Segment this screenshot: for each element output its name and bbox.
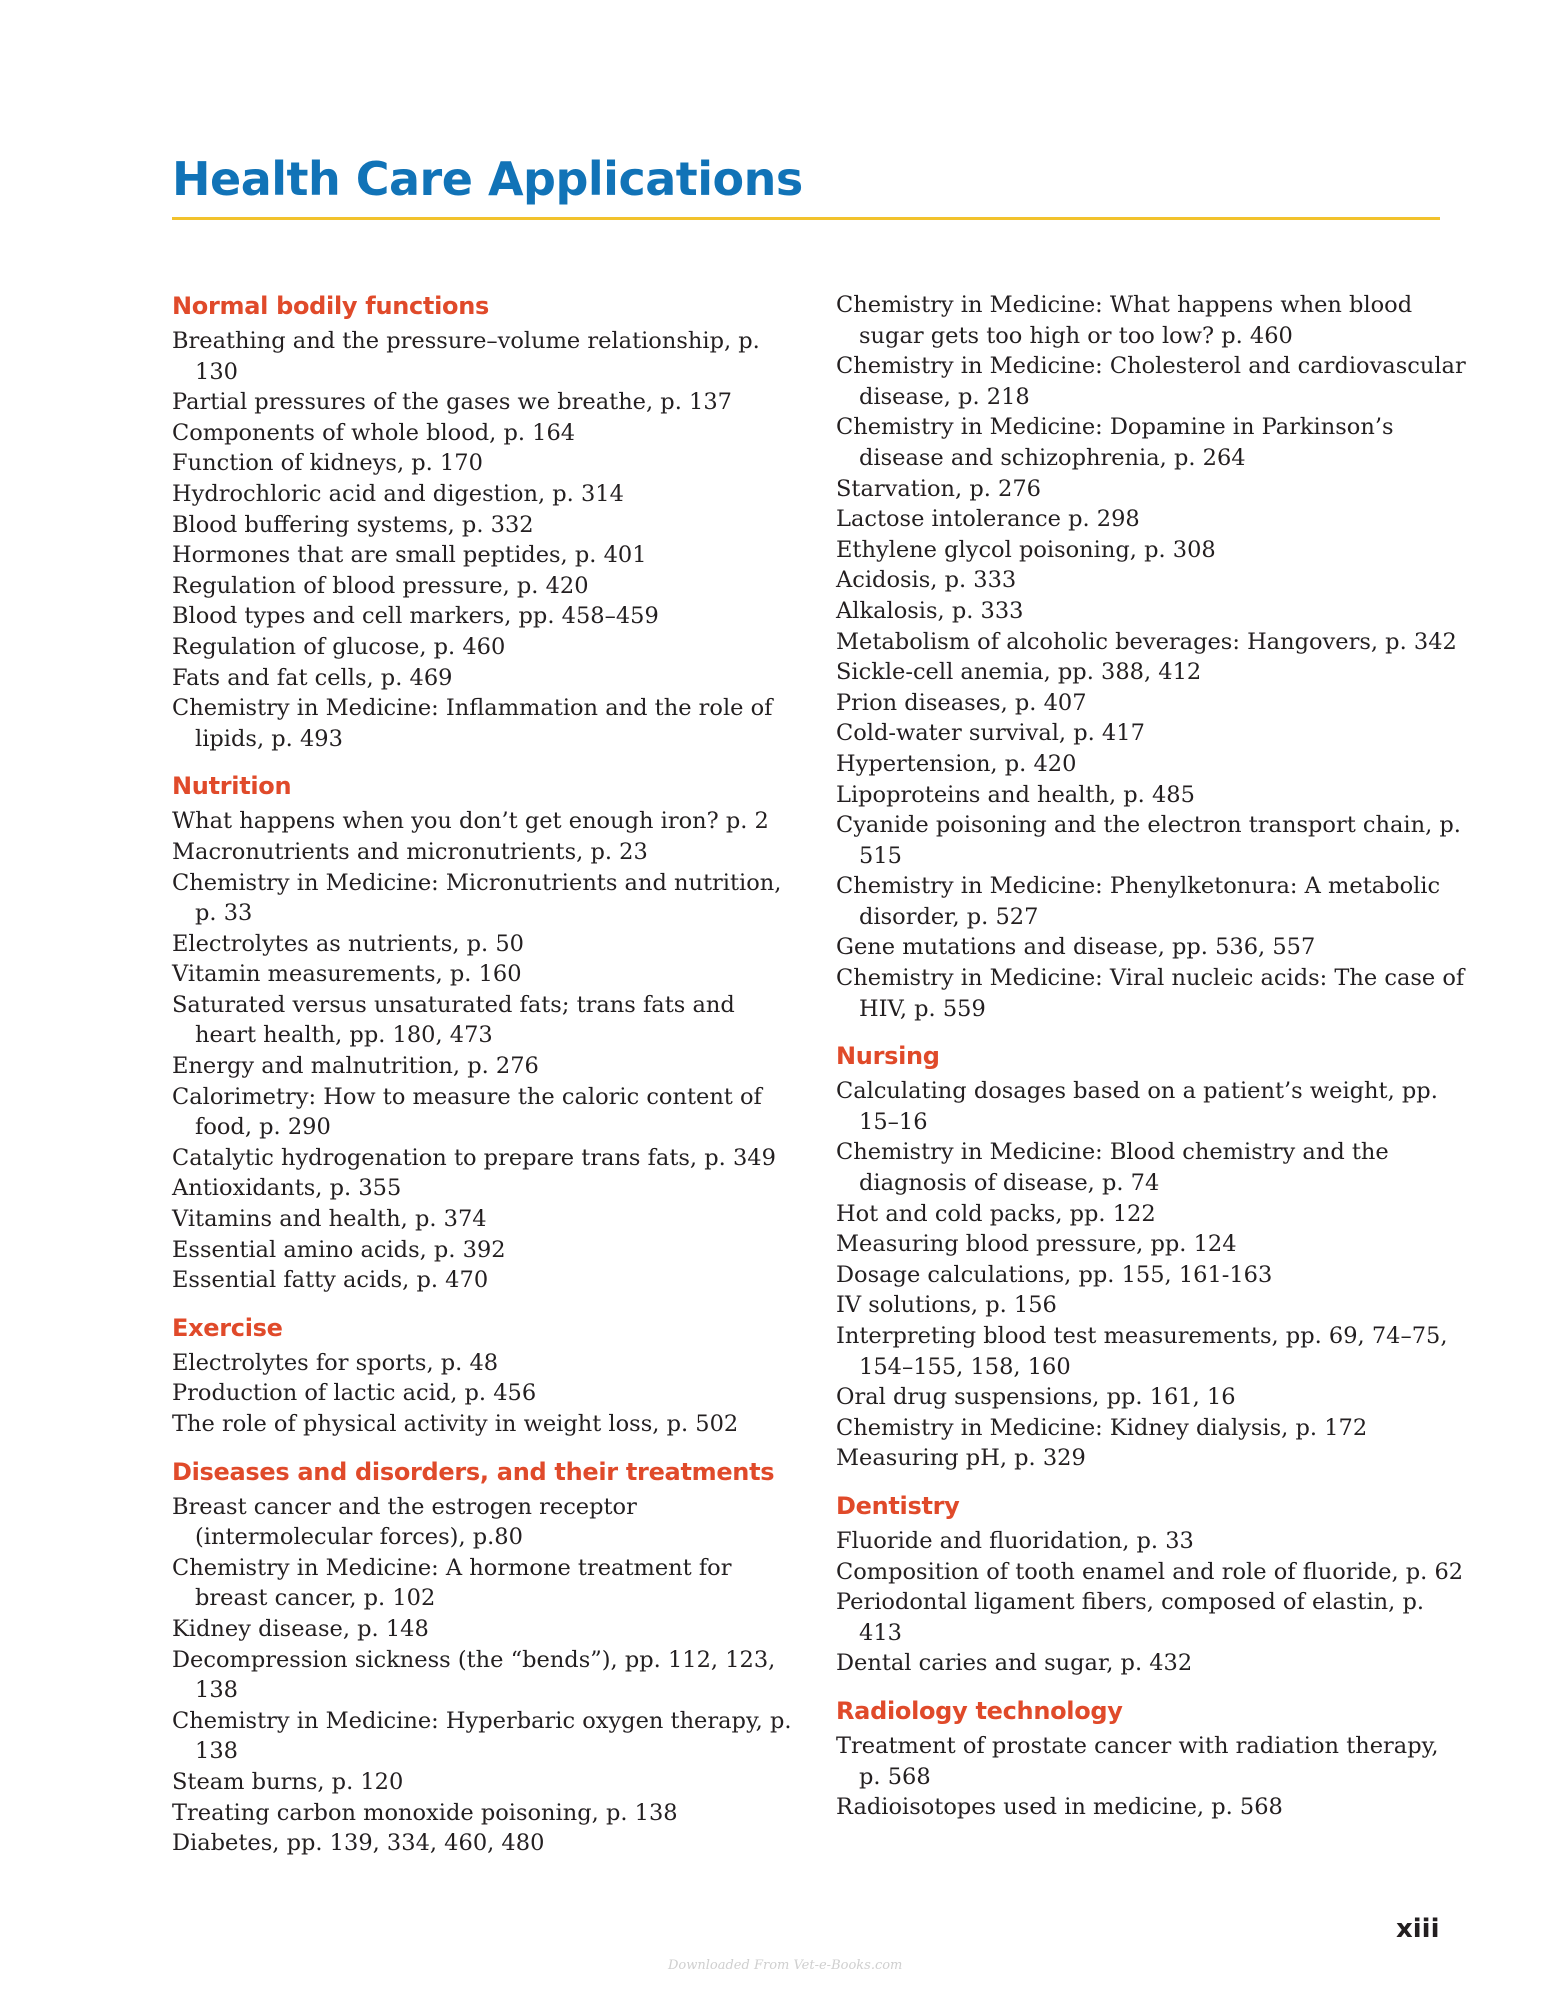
- index-entry: Hot and cold packs, pp. 122: [836, 1200, 1156, 1227]
- index-entry: Blood types and cell markers, pp. 458–459: [172, 603, 659, 630]
- index-section: [836, 1695, 1466, 1823]
- index-entry: Production of lactic acid, p. 456: [172, 1380, 537, 1407]
- watermark-text: Downloaded From Vet-e-Books.com: [668, 1958, 903, 1973]
- index-entry: Dosage calculations, pp. 155, 161-163: [836, 1261, 1273, 1288]
- index-entry: Decompression sickness (the “bends”), pp. 112, 123, 138: [172, 1646, 776, 1704]
- index-entry: Kidney disease, p. 148: [172, 1615, 429, 1642]
- index-entry: The role of physical activity in weight loss, p. 502: [172, 1411, 739, 1437]
- index-section: [172, 290, 802, 754]
- index-entry: Essential amino acids, p. 392: [172, 1236, 506, 1263]
- index-entry: Diabetes, pp. 139, 334, 460, 480: [172, 1830, 545, 1857]
- index-entry: Chemistry in Medicine: A hormone treatment for breast cancer, p. 102: [172, 1554, 732, 1612]
- index-entry: Calorimetry: How to measure the caloric content of food, p. 290: [172, 1083, 762, 1141]
- index-entry: Calculating dosages based on a patient’s weight, pp. 15–16: [836, 1078, 1438, 1135]
- index-entry: Chemistry in Medicine: Phenylketonura: A metabolic disorder, p. 527: [836, 873, 1441, 930]
- index-entry: Gene mutations and disease, pp. 536, 557: [836, 934, 1316, 961]
- index-entry: Antioxidants, p. 355: [172, 1175, 402, 1202]
- index-entry: Composition of tooth enamel and role of fluoride, p. 62: [836, 1558, 1464, 1585]
- index-section: [172, 1312, 802, 1440]
- index-entry: Chemistry in Medicine: Viral nucleic acids: The case of HIV, p. 559: [836, 965, 1465, 1022]
- entry-list: [836, 1076, 1466, 1474]
- index-entry: Chemistry in Medicine: Hyperbaric oxygen therapy, p. 138: [172, 1707, 792, 1765]
- section-heading: Dentistry: [836, 1491, 960, 1520]
- index-entry: Hydrochloric acid and digestion, p. 314: [172, 480, 624, 507]
- index-entry: Components of whole blood, p. 164: [172, 419, 576, 446]
- index-entry: Ethylene glycol poisoning, p. 308: [836, 536, 1216, 563]
- index-entry: Lactose intolerance p. 298: [836, 506, 1140, 533]
- index-entry: Partial pressures of the gases we breathe, p. 137: [172, 389, 732, 416]
- section-heading: Radiology technology: [836, 1696, 1123, 1725]
- index-entry: Chemistry in Medicine: Dopamine in Parkinson’s disease and schizophrenia, p. 264: [836, 414, 1394, 471]
- index-entry: Alkalosis, p. 333: [836, 597, 1024, 624]
- index-entry: Treatment of prostate cancer with radiation therapy, p. 568: [836, 1732, 1439, 1790]
- index-entry: Hormones that are small peptides, p. 401: [172, 542, 647, 569]
- index-entry: Dental caries and sugar, p. 432: [836, 1650, 1193, 1677]
- index-entry: Vitamins and health, p. 374: [172, 1206, 487, 1233]
- section-heading: Nursing: [836, 1042, 940, 1071]
- index-entry: Saturated versus unsaturated fats; trans fats and heart health, pp. 180, 473: [172, 991, 735, 1049]
- entry-list: [836, 1731, 1466, 1823]
- index-entry: Fluoride and fluoridation, p. 33: [836, 1527, 1194, 1554]
- index-entry: Oral drug suspensions, pp. 161, 16: [836, 1384, 1236, 1411]
- index-entry: Prion diseases, p. 407: [836, 689, 1087, 716]
- index-entry: Treating carbon monoxide poisoning, p. 138: [172, 1799, 678, 1826]
- index-entry: Hypertension, p. 420: [836, 750, 1077, 777]
- index-entry: Lipoproteins and health, p. 485: [836, 781, 1195, 808]
- index-entry: Electrolytes for sports, p. 48: [172, 1349, 499, 1376]
- index-entry: Cyanide poisoning and the electron transport chain, p. 515: [836, 812, 1461, 869]
- index-entry: Starvation, p. 276: [836, 475, 1041, 502]
- index-entry: Breast cancer and the estrogen receptor (intermolecular forces), p.80: [172, 1493, 637, 1551]
- index-section: [836, 290, 1466, 1024]
- section-heading: Normal bodily functions: [172, 292, 489, 320]
- index-entry: Regulation of glucose, p. 460: [172, 633, 506, 660]
- index-entry: Electrolytes as nutrients, p. 50: [172, 930, 524, 957]
- index-entry: Cold-water survival, p. 417: [836, 720, 1145, 747]
- index-entry: Chemistry in Medicine: Inflammation and the role of lipids, p. 493: [172, 695, 773, 752]
- index-entry: Catalytic hydrogenation to prepare trans fats, p. 349: [172, 1144, 776, 1171]
- index-entry: Vitamin measurements, p. 160: [172, 961, 522, 988]
- section-heading: Diseases and disorders, and their treatments: [172, 1457, 775, 1486]
- left-column: [172, 290, 802, 1875]
- entry-list: [172, 1492, 802, 1859]
- section-heading: Exercise: [172, 1313, 283, 1342]
- index-entry: Essential fatty acids, p. 470: [172, 1267, 489, 1294]
- page-title: Health Care Applications: [172, 152, 803, 206]
- entry-list: [172, 806, 802, 1296]
- index-entry: Chemistry in Medicine: Micronutrients and nutrition, p. 33: [172, 869, 782, 927]
- right-column: [836, 290, 1466, 1839]
- index-entry: Interpreting blood test measurements, pp. 69, 74–75, 154–155, 158, 160: [836, 1323, 1448, 1380]
- index-entry: Measuring pH, p. 329: [836, 1445, 1086, 1472]
- index-entry: What happens when you don’t get enough iron? p. 2: [172, 808, 769, 835]
- section-heading: Nutrition: [172, 772, 292, 801]
- index-entry: Blood buffering systems, p. 332: [172, 511, 534, 538]
- entry-list: [836, 290, 1466, 1024]
- index-entry: Sickle-cell anemia, pp. 388, 412: [836, 659, 1202, 686]
- index-entry: Macronutrients and micronutrients, p. 23: [172, 838, 648, 865]
- index-entry: IV solutions, p. 156: [836, 1292, 1057, 1319]
- entry-list: [836, 1526, 1466, 1679]
- entry-list: [172, 1348, 802, 1440]
- index-entry: Measuring blood pressure, pp. 124: [836, 1231, 1237, 1258]
- index-entry: Periodontal ligament fibers, composed of elastin, p. 413: [836, 1589, 1424, 1646]
- index-entry: Energy and malnutrition, p. 276: [172, 1053, 539, 1080]
- index-entry: Metabolism of alcoholic beverages: Hangovers, p. 342: [836, 628, 1457, 655]
- index-section: [172, 770, 802, 1296]
- index-section: [836, 1490, 1466, 1679]
- index-entry: Acidosis, p. 333: [836, 567, 1017, 594]
- index-entry: Regulation of blood pressure, p. 420: [172, 572, 589, 599]
- index-section: [836, 1040, 1466, 1474]
- index-section: [172, 1456, 802, 1859]
- index-entry: Chemistry in Medicine: What happens when blood sugar gets too high or too low? p. 460: [836, 292, 1413, 349]
- entry-list: [172, 326, 802, 754]
- index-entry: Chemistry in Medicine: Cholesterol and cardiovascular disease, p. 218: [836, 353, 1466, 410]
- index-entry: Chemistry in Medicine: Blood chemistry and the diagnosis of disease, p. 74: [836, 1139, 1389, 1197]
- index-entry: Function of kidneys, p. 170: [172, 450, 483, 477]
- index-entry: Chemistry in Medicine: Kidney dialysis, p. 172: [836, 1414, 1368, 1441]
- title-underline: [172, 217, 1440, 220]
- index-entry: Fats and fat cells, p. 469: [172, 664, 453, 691]
- page-number: xiii: [1396, 1914, 1440, 1944]
- index-entry: Radioisotopes used in medicine, p. 568: [836, 1794, 1283, 1821]
- index-entry: Breathing and the pressure–volume relationship, p. 130: [172, 328, 760, 385]
- index-entry: Steam burns, p. 120: [172, 1768, 404, 1795]
